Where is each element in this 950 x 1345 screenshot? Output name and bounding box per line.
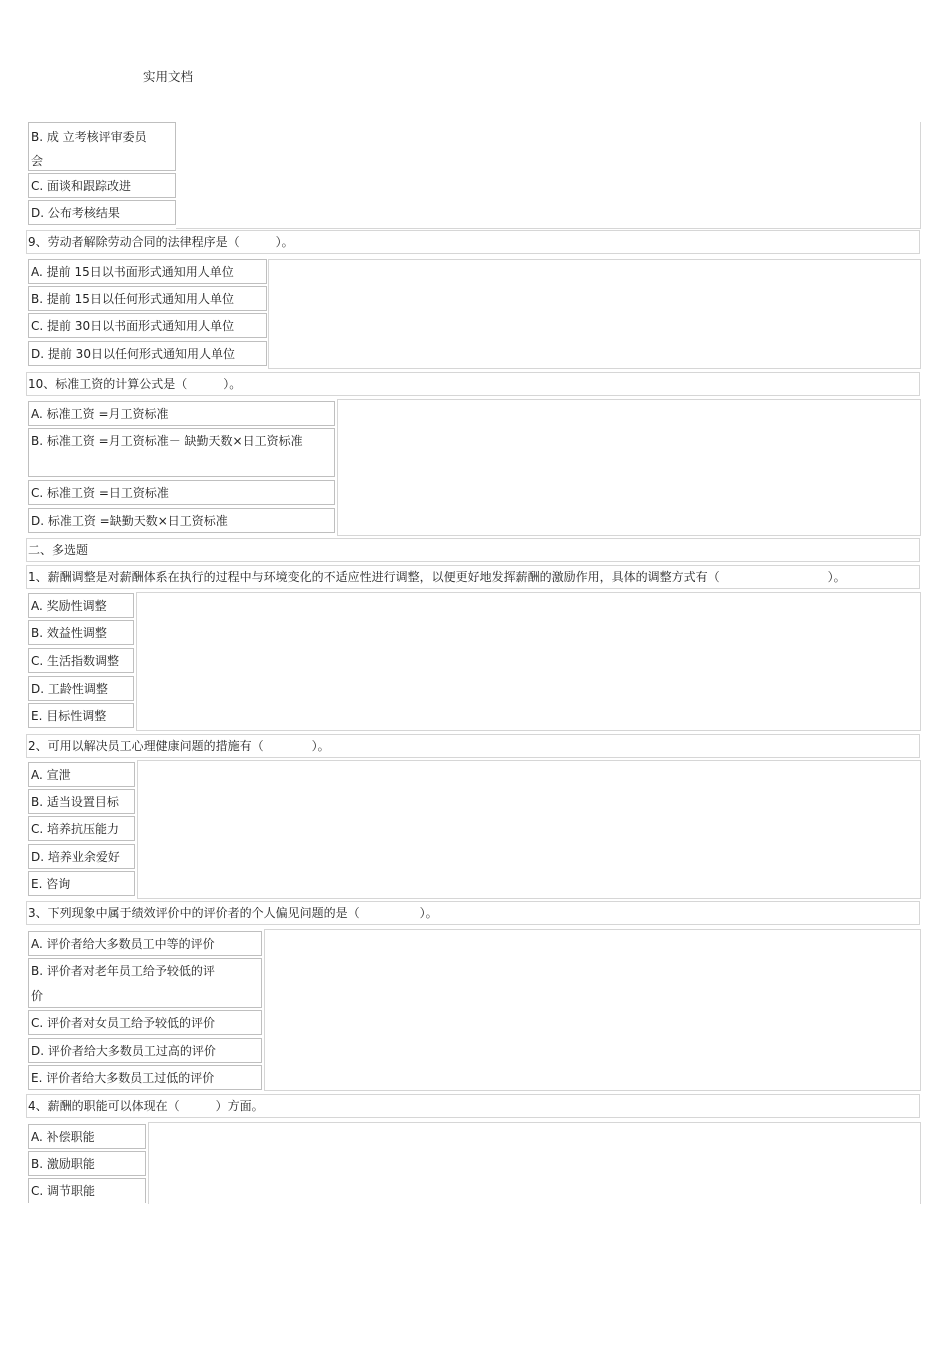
multi-question-3: 3、下列现象中属于绩效评价中的评价者的个人偏见问题的是（ ）。 (26, 901, 920, 925)
answer-area-m3 (264, 929, 921, 1091)
question-10: 10、标准工资的计算公式是（ ）。 (26, 372, 920, 396)
multi-question-2: 2、可用以解决员工心理健康问题的措施有（ ）。 (26, 734, 920, 758)
option-q10-a[interactable]: A. 标准工资 =月工资标准 (28, 401, 335, 426)
option-q8-b[interactable]: B. 成 立考核评审委员 会 (28, 122, 176, 171)
option-m2-c[interactable]: C. 培养抗压能力 (28, 816, 135, 841)
answer-area-m2 (137, 760, 921, 899)
option-m3-b[interactable]: B. 评价者对老年员工给予较低的评 价 (28, 958, 262, 1008)
frame-bottom-line (176, 228, 921, 229)
answer-area-m1 (136, 592, 921, 731)
option-q9-c[interactable]: C. 提前 30日以书面形式通知用人单位 (28, 313, 267, 338)
multi-question-1: 1、薪酬调整是对薪酬体系在执行的过程中与环境变化的不适应性进行调整，以便更好地发挥薪酬的激励作用，具体的调整方式有（ ）。 (26, 565, 920, 589)
option-m3-e[interactable]: E. 评价者给大多数员工过低的评价 (28, 1065, 262, 1090)
option-m4-b[interactable]: B. 激励职能 (28, 1151, 146, 1176)
option-m4-c[interactable]: C. 调节职能 (28, 1178, 146, 1203)
option-m2-e[interactable]: E. 咨询 (28, 871, 135, 896)
option-q9-b[interactable]: B. 提前 15日以任何形式通知用人单位 (28, 286, 267, 311)
question-9: 9、劳动者解除劳动合同的法律程序是（ ）。 (26, 230, 920, 254)
option-m3-d[interactable]: D. 评价者给大多数员工过高的评价 (28, 1038, 262, 1063)
option-m1-b[interactable]: B. 效益性调整 (28, 620, 134, 645)
multi-question-4: 4、薪酬的职能可以体现在（ ）方面。 (26, 1094, 920, 1118)
option-q9-a[interactable]: A. 提前 15日以书面形式通知用人单位 (28, 259, 267, 284)
option-m2-a[interactable]: A. 宣泄 (28, 762, 135, 787)
option-m3-a[interactable]: A. 评价者给大多数员工中等的评价 (28, 931, 262, 956)
page-header: 实用文档 (143, 69, 194, 84)
answer-area-q9 (268, 259, 921, 369)
option-m4-a[interactable]: A. 补偿职能 (28, 1124, 146, 1149)
option-q10-d[interactable]: D. 标准工资 =缺勤天数×日工资标准 (28, 508, 335, 533)
option-m2-d[interactable]: D. 培养业余爱好 (28, 844, 135, 869)
option-q10-b[interactable]: B. 标准工资 =月工资标准－ 缺勤天数×日工资标准 (28, 428, 335, 477)
option-m1-d[interactable]: D. 工龄性调整 (28, 676, 134, 701)
option-q8-d[interactable]: D. 公布考核结果 (28, 200, 176, 225)
option-m1-e[interactable]: E. 目标性调整 (28, 703, 134, 728)
option-m3-c[interactable]: C. 评价者对女员工给予较低的评价 (28, 1010, 262, 1035)
option-m1-c[interactable]: C. 生活指数调整 (28, 648, 134, 673)
frame-right-line (920, 122, 921, 229)
option-m1-a[interactable]: A. 奖励性调整 (28, 593, 134, 618)
option-q9-d[interactable]: D. 提前 30日以任何形式通知用人单位 (28, 341, 267, 366)
option-m2-b[interactable]: B. 适当设置目标 (28, 789, 135, 814)
answer-area-q10 (337, 399, 921, 536)
option-q8-c[interactable]: C. 面谈和跟踪改进 (28, 173, 176, 198)
section-title: 二、多选题 (26, 538, 920, 562)
answer-area-m4 (148, 1122, 921, 1204)
option-q10-c[interactable]: C. 标准工资 =日工资标准 (28, 480, 335, 505)
